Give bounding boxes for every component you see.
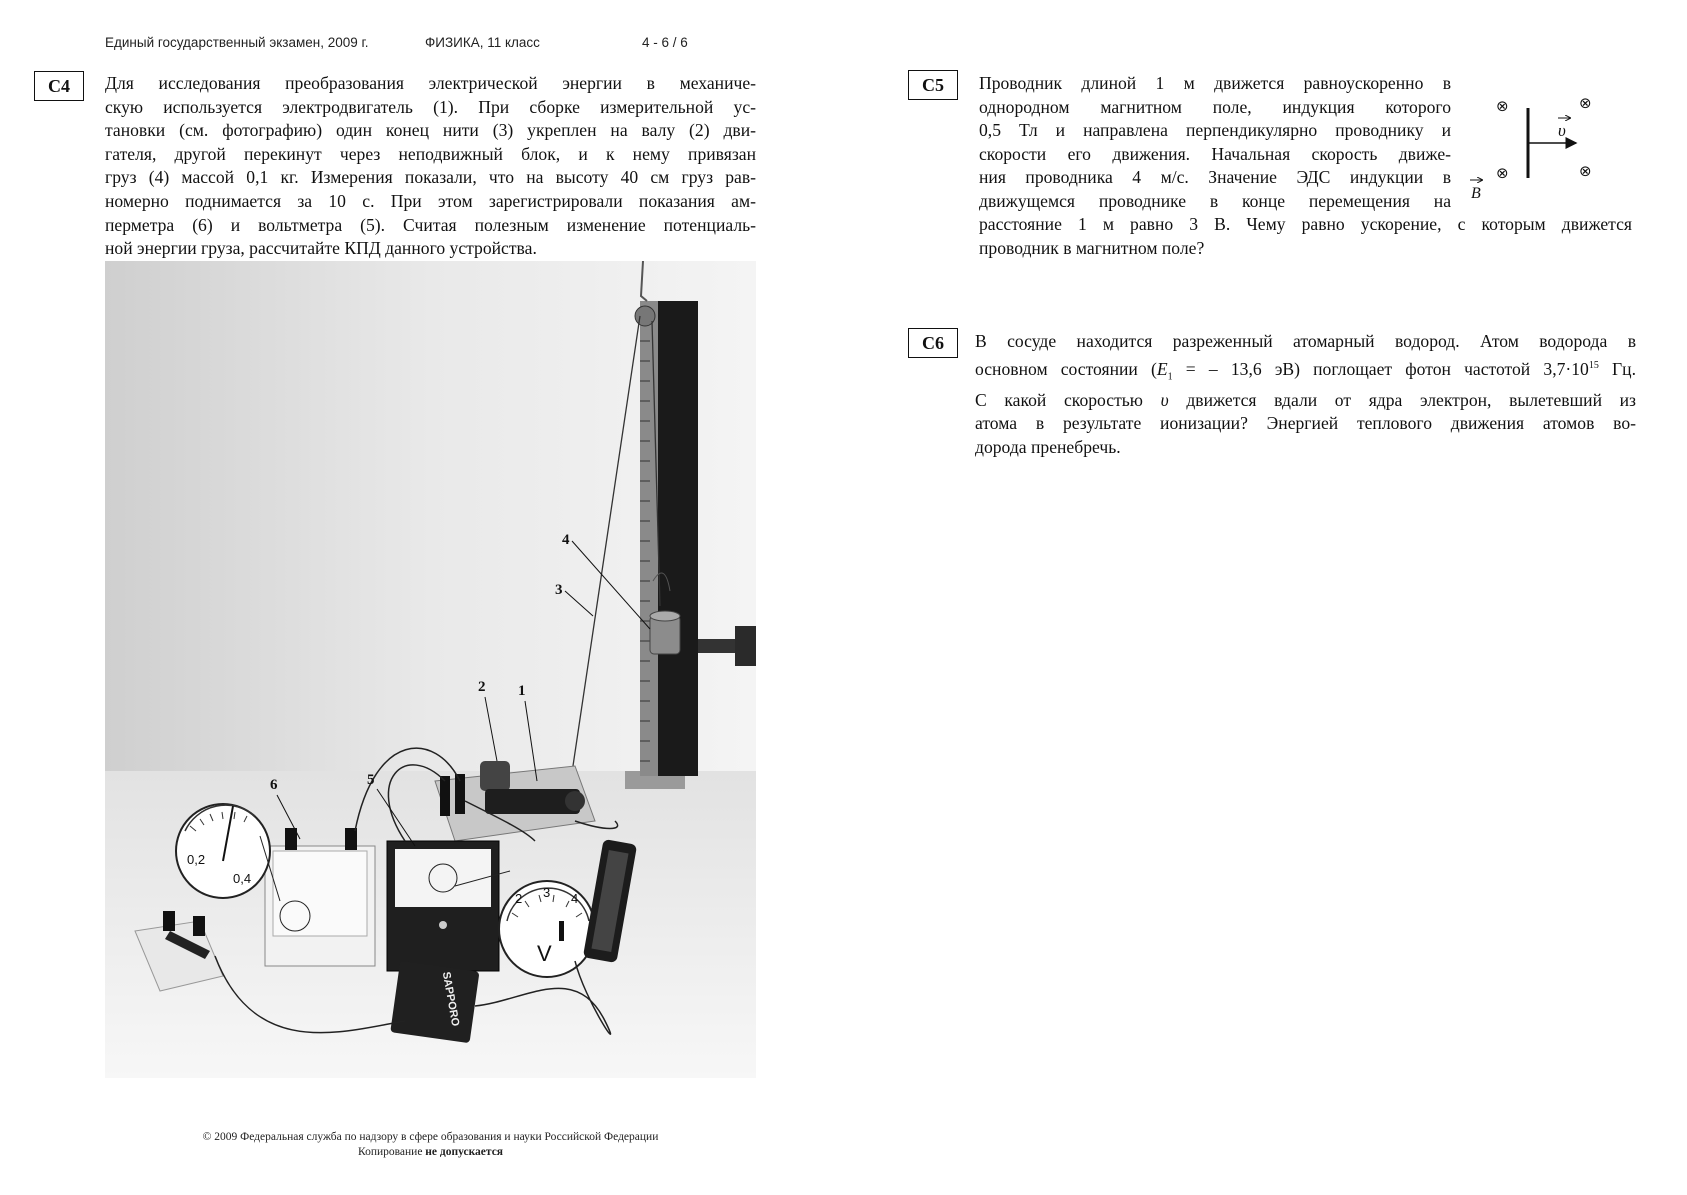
copy-notice: Копирование не допускается (357, 1146, 504, 1158)
text-line: тановки (см. фотографию) один конец нити (3) укреплен на валу (2) дви- (105, 120, 756, 141)
callout-5: 5 (367, 772, 375, 788)
text-line: ной энергии груза, рассчитайте КПД данного устройства. (105, 238, 537, 259)
callout-4: 4 (562, 532, 570, 548)
field-into-page-icon: ⊗ (1579, 162, 1592, 180)
task-c5-text-narrow (979, 72, 1451, 214)
copyright-text: © 2009 Федеральная служба по надзору в сфере образования и науки Российской Федерации (202, 1131, 659, 1143)
text-line: С какой скоростью υ движется вдали от ядра электрон, вылетевший из (975, 389, 1636, 410)
task-label-c6: C6 (908, 328, 958, 358)
callout-3: 3 (555, 582, 563, 598)
ammeter-mark: 0,2 (187, 852, 206, 867)
voltmeter-mark: 3 (543, 885, 551, 900)
callout-6: 6 (270, 777, 278, 793)
field-label: B (1471, 185, 1481, 202)
callout-2: 2 (478, 679, 486, 695)
task-c4-text (105, 72, 756, 261)
voltmeter-symbol: V (537, 941, 552, 966)
text-line: однородном магнитном поле, индукция которого (979, 96, 1451, 117)
text-line: скорости его движения. Начальная скорость движе- (979, 143, 1451, 164)
text-line: В сосуде находится разреженный атомарный водород. Атом водорода в (975, 331, 1636, 351)
text-line: перметра (6) и вольтметра (5). Считая полезным изменение потенциаль- (105, 214, 756, 235)
page-number: 4 - 6 / 6 (642, 35, 688, 50)
text-line: дорода пренебречь. (975, 436, 1121, 457)
subject-title: ФИЗИКА, 11 класс (425, 35, 540, 50)
text-line: номерно поднимается за 10 с. При этом зарегистрировали показания ам- (105, 190, 756, 211)
field-into-page-icon: ⊗ (1579, 94, 1592, 112)
experiment-photo (105, 261, 756, 1078)
text-line: Для исследования преобразования электрической энергии в механиче- (105, 73, 756, 93)
exam-title: Единый государственный экзамен, 2009 г. (105, 35, 369, 50)
text-line: ния проводника 4 м/с. Значение ЭДС индукции в (979, 167, 1451, 188)
voltmeter-mark: 2 (515, 891, 523, 906)
text-line: Проводник длиной 1 м движется равноускоренно в (979, 73, 1451, 93)
text-line: 0,5 Тл и направлена перпендикулярно проводнику и (979, 120, 1451, 141)
text-line: гателя, другой перекинут через неподвижный блок, и к нему привязан (105, 143, 756, 164)
text-line: основном состоянии ($E_1$ = – 13,6 эВ) поглощает фотон частотой $3,7\cdot 10^{15}$ Гц. (975, 358, 1636, 382)
text-line: проводник в магнитном поле? (979, 237, 1205, 258)
field-into-page-icon: ⊗ (1496, 97, 1509, 115)
text-line: движущемся проводнике в конце перемещения на (979, 190, 1451, 211)
callout-1: 1 (518, 683, 526, 699)
task-label-c4: C4 (34, 71, 84, 101)
magnetic-field-diagram (1466, 88, 1606, 208)
task-label-c5: C5 (908, 70, 958, 100)
task-c6-text (975, 330, 1636, 459)
ammeter-mark: 0,4 (233, 871, 252, 886)
battery-label: SAPPORO (439, 970, 462, 1028)
page-footer (105, 1130, 756, 1160)
field-into-page-icon: ⊗ (1496, 164, 1509, 182)
text-line: груз (4) массой 0,1 кг. Измерения показали, что на высоту 40 см груз рав- (105, 167, 756, 188)
text-line: скую используется электродвигатель (1). При сборке измерительной ус- (105, 96, 756, 117)
text-line: расстояние 1 м равно 3 В. Чему равно ускорение, с которым движется (979, 214, 1632, 234)
task-c5-text-wide (979, 213, 1632, 260)
voltmeter-mark: 4 (571, 891, 579, 906)
velocity-label: υ (1558, 121, 1566, 140)
text-line: атома в результате ионизации? Энергией теплового движения атомов во- (975, 413, 1636, 434)
